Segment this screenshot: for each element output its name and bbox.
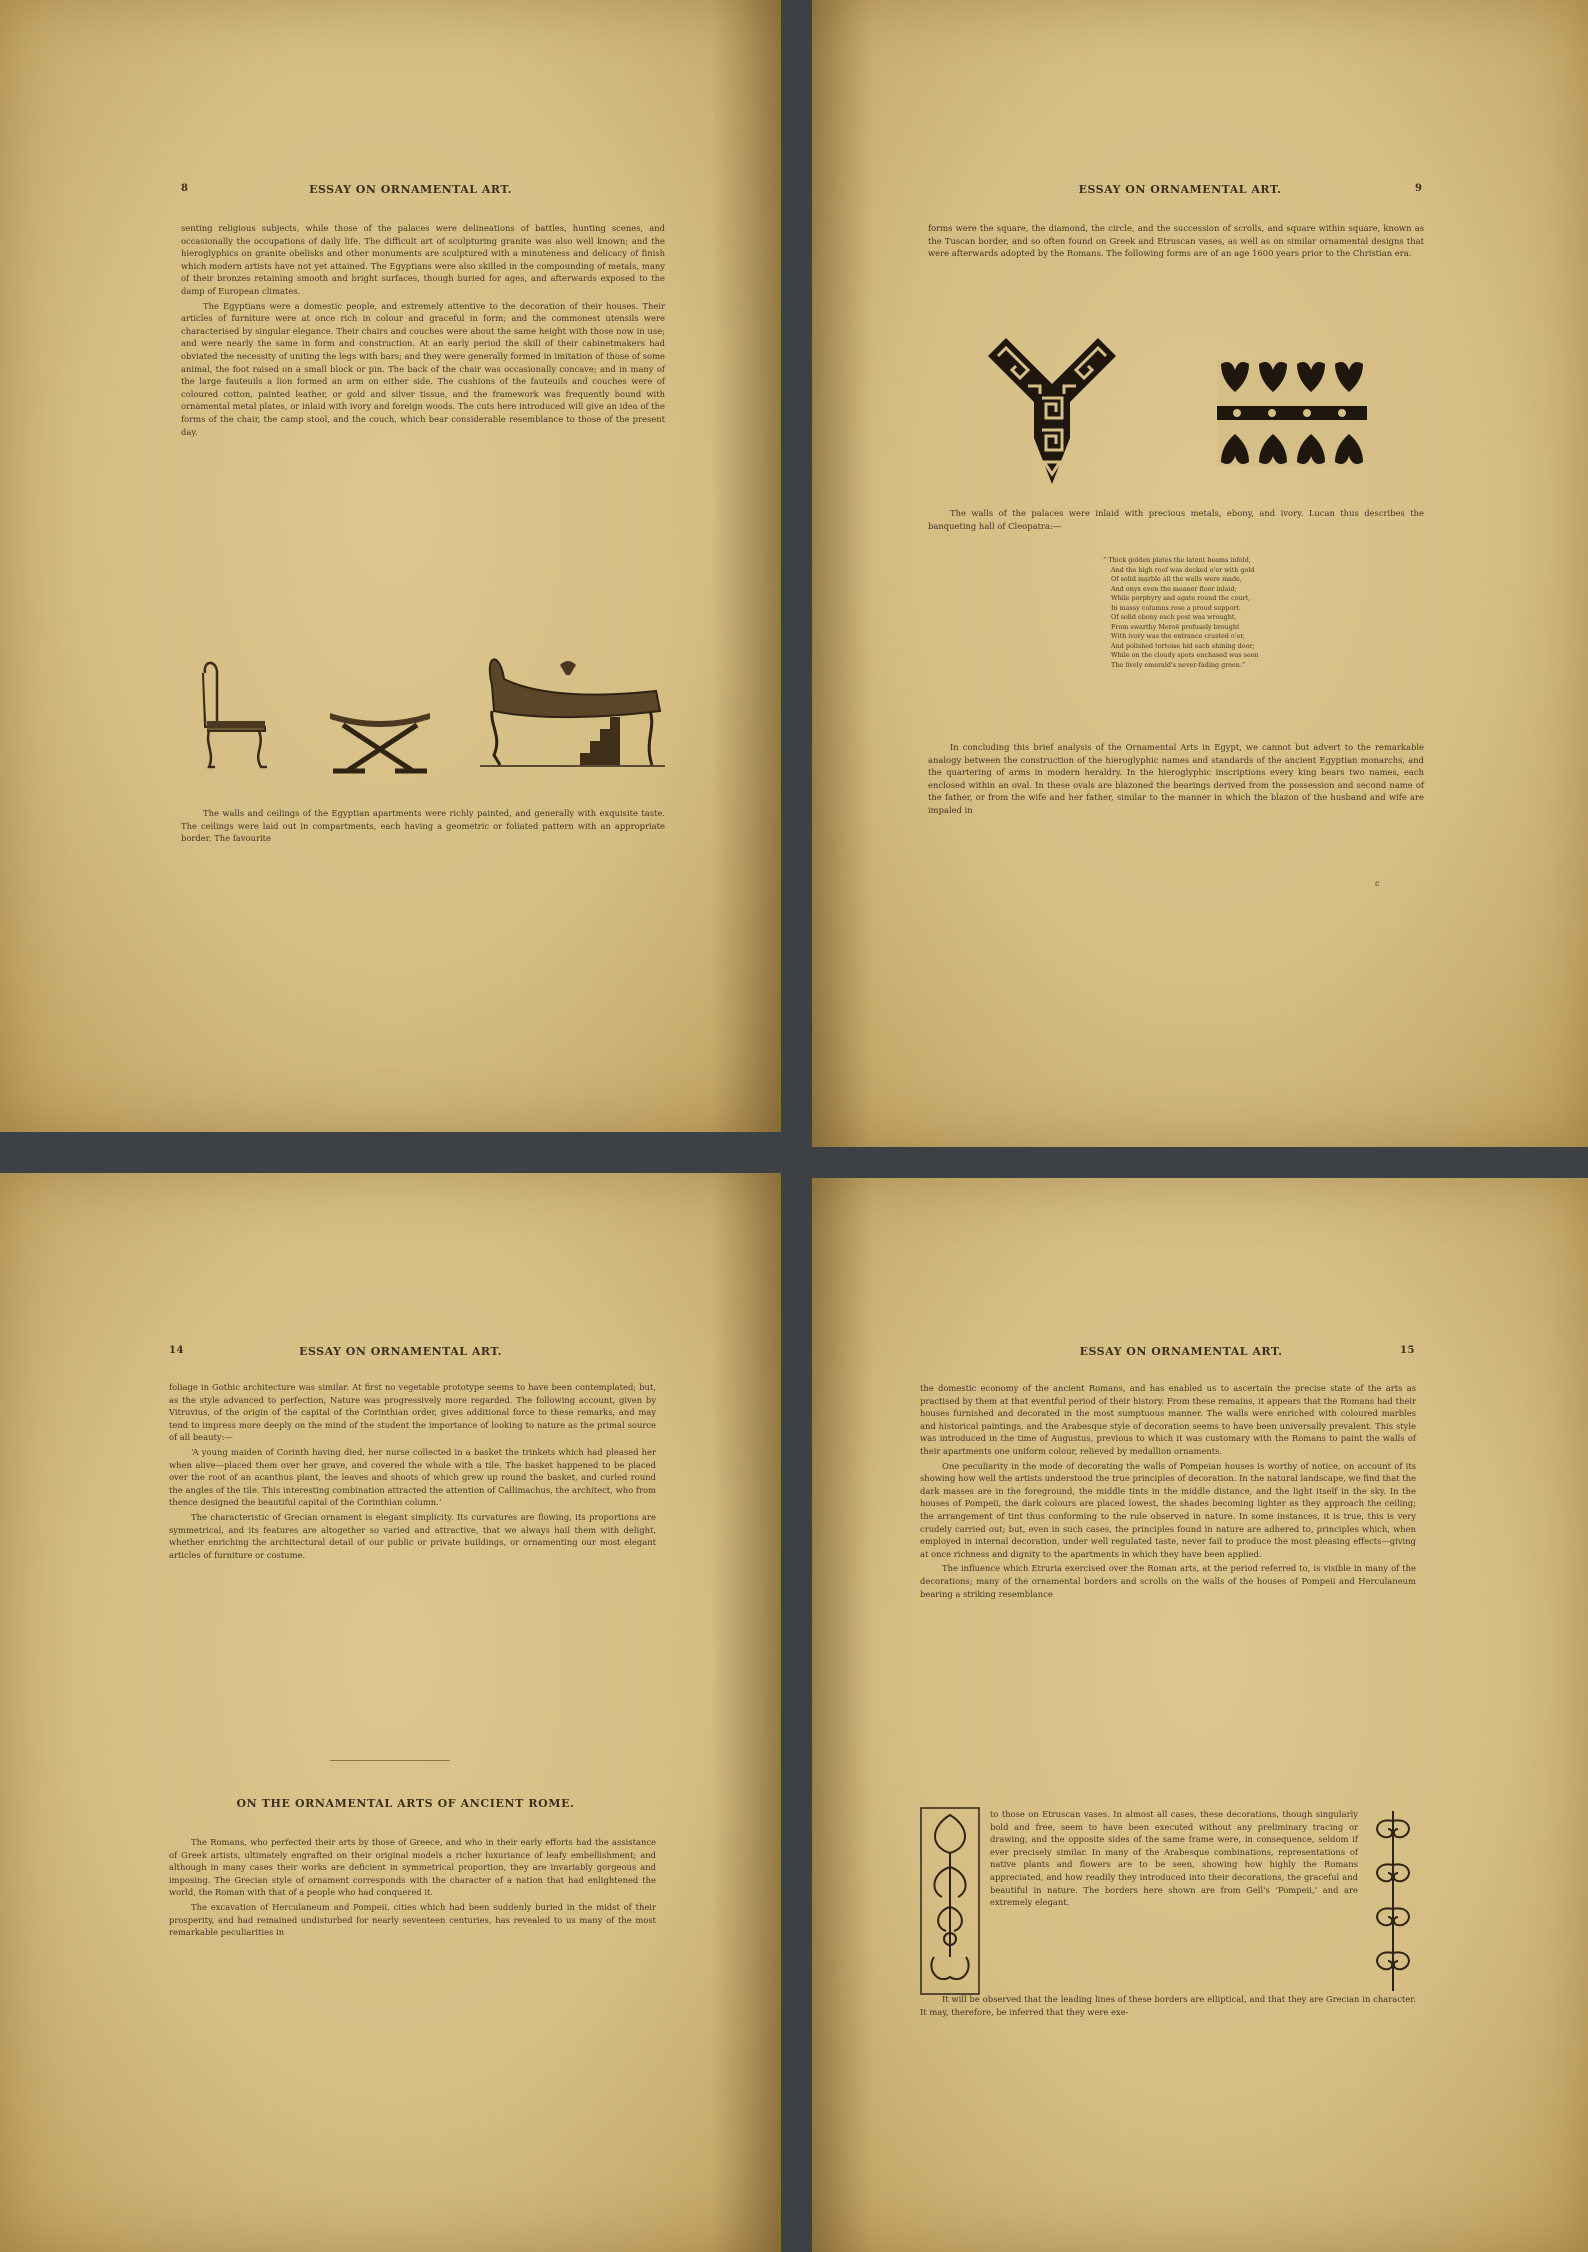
camp-stool-illustration	[325, 705, 435, 780]
verse-line: Of solid ebony each post was wrought,	[1111, 613, 1237, 621]
verse-line: Of solid marble all the walls were made,	[1111, 575, 1242, 583]
paragraph: The Romans, who perfected their arts by those of Greece, and who in their early efforts had the assistance of Greek artists, ultimately engrafted on their original models a richer luxuriance of leafy embellishment; and although in many cases their works are deficient in symmetrical proportion, they are invariably gorgeous and imposing. The Grecian style of ornament corresponds with the character of a nation that had enlightened the world, the Roman with that of a people who had conquered it.	[169, 1837, 656, 1898]
book-page-15	[812, 1178, 1588, 2252]
text-block-top	[181, 222, 665, 440]
paragraph: One peculiarity in the mode of decorating the walls of Pompeian houses is worthy of notice, on account of its showing how well the artists understood the true principles of decoration. In the natural landscape, we find that the dark masses are in the foreground, the middle tints in the middle distance, and the light itself in the sky. In the houses of Pompeii, the dark colours are placed lowest, the shades becoming lighter as they approach the ceiling; the arrangement of tint thus conforming to the rule observed in nature. In some instances, it is true, this is very crudely carried out; but, even in such cases, the principles found in nature are adhered to, principles which, when employed in internal decoration, under well regulated taste, never fail to produce the most pleasing effects—giving at once richness and dignity to the apartments in which they have been applied.	[920, 1460, 1416, 1559]
verse-line: And polished tortoise hid each shining door;	[1111, 641, 1255, 650]
page-number: 9	[1415, 183, 1423, 194]
page-number: 15	[1400, 1345, 1415, 1356]
verse-line: The lively emerald's never-fading green.”	[1111, 660, 1246, 669]
book-page-8	[0, 0, 781, 1132]
text-block-top	[928, 222, 1424, 262]
text-block-top	[920, 1382, 1416, 1602]
verse-line: In massy columns rose a proud support.	[1111, 603, 1241, 612]
pompeian-border-ornament-right	[1368, 1807, 1418, 1995]
paragraph: The walls of the palaces were inlaid with precious metals, ebony, and ivory. Lucan thus describes the banqueting hall of Cleopatra:—	[928, 508, 1424, 531]
page-number: 8	[181, 183, 189, 194]
text-block-mid	[928, 507, 1424, 534]
book-page-9	[812, 0, 1588, 1147]
paragraph: The characteristic of Grecian ornament is elegant simplicity. Its curvatures are flowing, its proportions are symmetrical, and its features are altogether so varied and attractive, that we always hail them with delight, whether enriching the architectural detail of our public or private buildings, or ornamenting our most elegant articles of furniture or costume.	[169, 1511, 656, 1560]
paragraph: The influence which Etruria exercised over the Roman arts, at the period referred to, is visible in many of the decorations; many of the ornamental borders and scrolls on the walls of the houses of Pompeii and Herculaneum bearing a striking resemblance	[920, 1563, 1416, 1599]
running-title: ESSAY ON ORNAMENTAL ART.	[1078, 183, 1282, 196]
paragraph: In concluding this brief analysis of the Ornamental Arts in Egypt, we cannot but advert to the remarkable analogy between the construction of the hieroglyphic names and standards of the ancient Egyptian monarchs, and the quartering of arms in modern heraldry. In the hieroglyphic inscriptions every king bears two names, each enclosed within an oval. In these ovals are blazoned the bearings derived from the possession and second name of the father, or from the wife and her father, similar to the manner in which the blazon of the husband and wife are impaled in	[928, 742, 1424, 815]
catchword: c	[1375, 879, 1380, 888]
paragraph: The excavation of Herculaneum and Pompeii, cities which had been suddenly buried in the midst of their prosperity, and had remained undisturbed for nearly seventeen centuries, has revealed to us many of the most remarkable peculiarities in	[169, 1901, 656, 1938]
text-block-bottom	[181, 807, 665, 847]
verse-line: While on the cloudy spots enchased was seen	[1111, 651, 1259, 659]
page-number: 14	[169, 1345, 184, 1356]
paragraph: senting religious subjects, while those of the palaces were delineations of battles, hunting scenes, and occasionally the occupations of daily life. The difficult art of sculpturing granite was also well known; and the hieroglyphics on granite obelisks and other monuments are sculptured with a minuteness and delicacy of finish which modern artists have not yet attained. The Egyptians were also skilled in the compounding of metals, many of their bronzes retaining smooth and bright surfaces, though buried for ages, and afterwards exposed to the damp of European climates.	[181, 223, 665, 296]
verse-line: “ Thick golden plates the latent beams infold,	[1103, 556, 1251, 564]
verse-line: With ivory was the entrance crusted o'er,	[1111, 632, 1245, 640]
running-title: ESSAY ON ORNAMENTAL ART.	[1079, 1345, 1283, 1358]
couch-illustration	[480, 645, 665, 775]
greek-key-ornament	[988, 338, 1116, 484]
paragraph: to those on Etruscan vases. In almost all cases, these decorations, though singularly bold and free, seem to have been executed without any preliminary tracing or drawing, and the opposite sides of the same frame were, in consequence, seldom if ever precisely similar. In many of the Arabesque combinations, representations of native plants and flowers are to be seen, showing how highly the Romans appreciated, and how readily they introduced into their decorations, the graceful and beautiful in nature. The borders here shown are from Gell's ‘Pompeii,’ and are extremely elegant.	[990, 1809, 1358, 1908]
text-block-bottom	[169, 1836, 656, 1941]
text-block-bottom	[928, 741, 1424, 819]
paragraph: foliage in Gothic architecture was similar. At first no vegetable prototype seems to have been contemplated; but, as the style advanced to perfection, Nature was progressively more regarded. The following account, given by Vitruvius, of the origin of the capital of the Corinthian order, gives additional force to these remarks, and may tend to impress more deeply on the mind of the student the importance of looking to nature as the primal source of all beauty:—	[169, 1382, 656, 1443]
paragraph: The walls and ceilings of the Egyptian apartments were richly painted, and generally with exquisite taste. The ceilings were laid out in compartments, each having a geometric or foliated pattern with an appropriate border. The favourite	[181, 808, 665, 844]
section-title: ON THE ORNAMENTAL ARTS OF ANCIENT ROME.	[236, 1797, 575, 1810]
text-block-wrapped	[990, 1808, 1358, 1911]
heart-lotus-ornament	[1217, 360, 1367, 466]
verse-line: And the high roof was decked o'er with gold	[1111, 565, 1255, 574]
paragraph: ‘A young maiden of Corinth having died, her nurse collected in a basket the trinkets which had pleased her when alive—placed them over her grave, and covered the whole with a tile. The basket happened to be placed over the root of an acanthus plant, the leaves and shoots of which grew up round the basket, and curled round the angles of the tile. This interesting combination attracted the attention of Callimachus, the architect, who from thence designed the beautiful capital of the Corinthian column.’	[169, 1446, 656, 1508]
verse-line: While porphyry and agate round the court,	[1111, 594, 1251, 602]
text-block-bottom	[920, 1993, 1416, 2020]
pompeian-border-ornament-left	[920, 1807, 980, 1995]
text-block-top	[169, 1381, 656, 1563]
verse-line: From swarthy Meroë profusely brought	[1111, 622, 1240, 631]
paragraph: The Egyptians were a domestic people, and extremely attentive to the decoration of their houses. Their articles of furniture were at once rich in colour and graceful in form; and the commonest utensils were characterised by singular elegance. Their chairs and couches were about the same height with those now in use; and were nearly the same in form and construction. At an early period the skill of their cabinetmakers had obviated the necessity of uniting the legs with bars; and they were generally formed in imitation of those of some animal, the foot raised on a small block or pin. The back of the chair was occasionally concave; and in many of the large fauteuils a lion formed an arm on either side. The cushions of the fauteuils and couches were of coloured cotton, painted leather, or gold and silver tissue, and the framework was frequently bound with ornamental metal plates, or inlaid with ivory and foreign woods. The cuts here introduced will give an idea of the forms of the chair, the camp stool, and the couch, which bear considerable resemblance to those of the present day.	[181, 300, 665, 437]
section-divider	[330, 1760, 450, 1761]
running-title: ESSAY ON ORNAMENTAL ART.	[299, 1345, 502, 1358]
verse-quotation	[1103, 556, 1259, 670]
paragraph: It will be observed that the leading lines of these borders are elliptical, and that they are Grecian in character. It may, therefore, be inferred that they were exe-	[920, 1994, 1416, 2017]
verse-line: And onyx even the meaner floor inlaid;	[1111, 584, 1237, 593]
book-page-14	[0, 1173, 781, 2252]
running-title: ESSAY ON ORNAMENTAL ART.	[309, 183, 512, 196]
paragraph: the domestic economy of the ancient Romans, and has enabled us to ascertain the precise state of the arts as practised by them at that eventful period of their history. From these remains, it appears that the Romans had their houses furnished and decorated in the most sumptuous manner. The walls were enriched with coloured marbles and historical paintings, and the Arabesque style of decoration seems to have been universally prevalent. This style was introduced in the time of Augustus, previous to which it was customary with the Romans to paint the walls of their apartments one uniform colour, relieved by medallion ornaments.	[920, 1383, 1416, 1456]
egyptian-chair-illustration	[195, 655, 275, 775]
paragraph: forms were the square, the diamond, the circle, and the succession of scrolls, and square within square, known as the Tuscan border, and so often found on Greek and Etruscan vases, as well as on similar ornamental designs that were afterwards adopted by the Romans. The following forms are of an age 1600 years prior to the Christian era.	[928, 223, 1424, 259]
